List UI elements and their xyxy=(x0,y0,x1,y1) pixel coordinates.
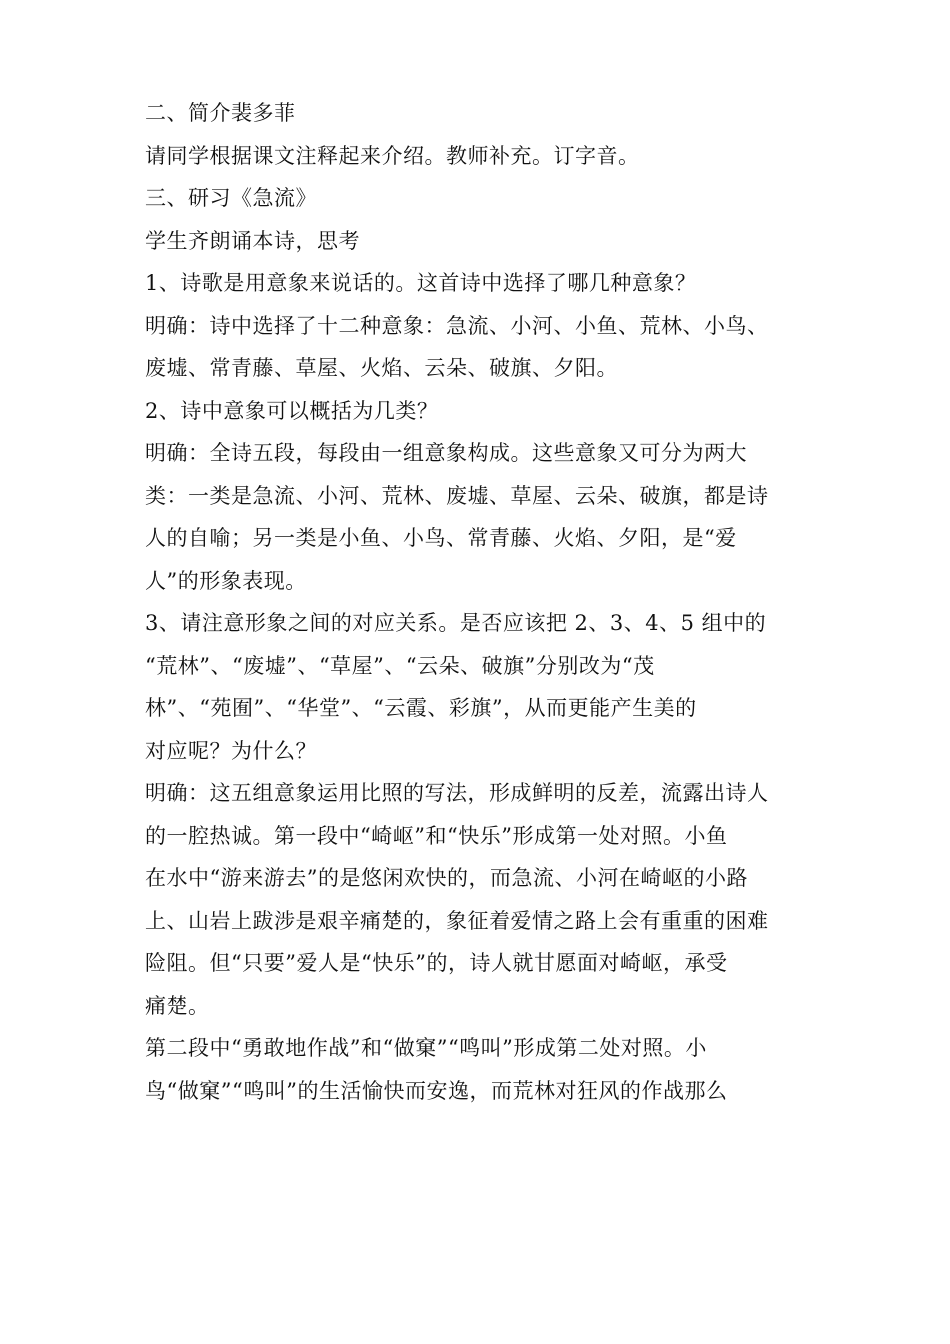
question-3-line: 3、请注意形象之间的对应关系。是否应该把 2、3、4、5 组中的 xyxy=(145,611,767,635)
answer-2-line: 明确：全诗五段，每段由一组意象构成。这些意象又可分为两大 xyxy=(145,441,747,465)
question-2: 2、诗中意象可以概括为几类？ xyxy=(145,398,439,423)
section-heading-intro: 二、简介裴多菲 xyxy=(145,101,296,125)
answer-3-line: 在水中“游来游去”的是悠闲欢快的，而急流、小河在崎岖的小路 xyxy=(145,866,748,890)
answer-2-line: 类：一类是急流、小河、荒林、废墟、草屋、云朵、破旗，都是诗 xyxy=(145,483,769,508)
answer-1-line: 废墟、常青藤、草屋、火焰、云朵、破旗、夕阳。 xyxy=(145,356,618,380)
document-body xyxy=(145,92,805,1112)
answer-3-line: 的一腔热诚。第一段中“崎岖”和“快乐”形成第一处对照。小鱼 xyxy=(145,823,728,848)
question-3-line: 林”、“苑囿”、“华堂”、“云霞、彩旗”，从而更能产生美的 xyxy=(145,696,697,720)
paragraph-line: 请同学根据课文注释起来介绍。教师补充。订字音。 xyxy=(145,143,640,168)
question-3-line: 对应呢？为什么？ xyxy=(145,738,317,763)
question-1: 1、诗歌是用意象来说话的。这首诗中选择了哪几种意象？ xyxy=(145,271,697,295)
answer-1-line: 明确：诗中选择了十二种意象：急流、小河、小鱼、荒林、小鸟、 xyxy=(145,313,769,338)
answer-2-line: 人的自喻；另一类是小鱼、小鸟、常青藤、火焰、夕阳，是“爱 xyxy=(145,526,737,550)
answer-3-line: 上、山岩上跋涉是艰辛痛楚的，象征着爱情之路上会有重重的困难 xyxy=(145,908,769,933)
answer-3-line: 明确：这五组意象运用比照的写法，形成鲜明的反差，流露出诗人 xyxy=(145,781,769,805)
answer-3-line: 险阻。但“只要”爱人是“快乐”的，诗人就甘愿面对崎岖，承受 xyxy=(145,951,728,975)
section-heading-study: 三、研习《急流》 xyxy=(145,186,317,210)
answer-3-line: 痛楚。 xyxy=(145,993,210,1018)
paragraph-line: 学生齐朗诵本诗，思考 xyxy=(145,228,360,253)
paragraph-line: 第二段中“勇敢地作战”和“做窠”“鸣叫”形成第二处对照。小 xyxy=(145,1036,707,1060)
question-3-line: “荒林”、“废墟”、“草屋”、“云朵、破旗”分别改为“茂 xyxy=(145,653,655,678)
paragraph-line: 鸟“做窠”“鸣叫”的生活愉快而安逸，而荒林对狂风的作战那么 xyxy=(145,1078,728,1103)
answer-2-line: 人”的形象表现。 xyxy=(145,568,307,593)
